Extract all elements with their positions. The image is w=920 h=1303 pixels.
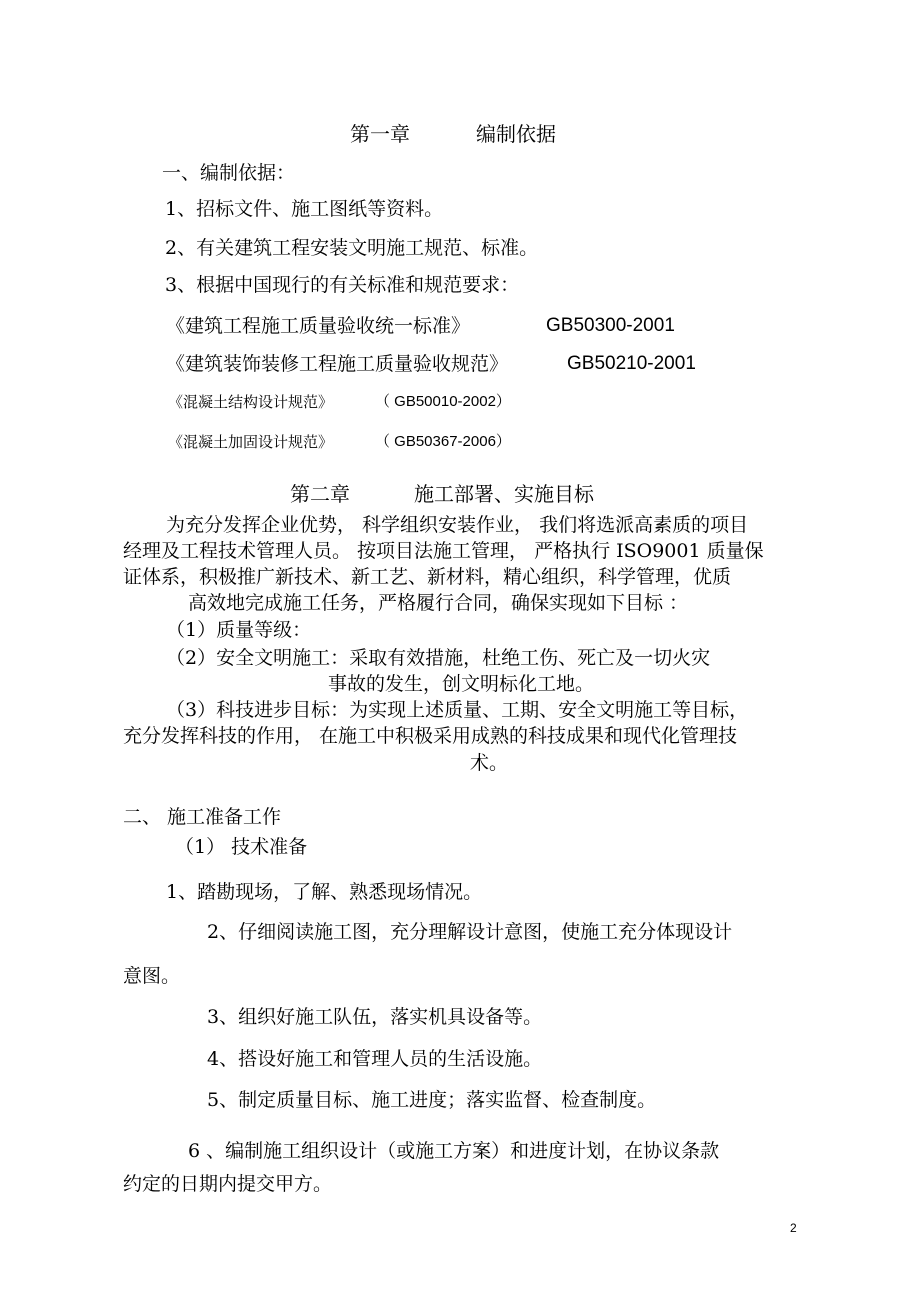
prep-item-6-cont: 约定的日期内提交甲方。 (123, 1173, 333, 1195)
standard-code-4: （ GB50367-2006） (375, 433, 511, 450)
prep-item-5: 5、制定质量目标、施工进度；落实监督、检查制度。 (207, 1089, 657, 1111)
prep-item-4: 4、搭设好施工和管理人员的生活设施。 (207, 1048, 543, 1070)
intro-line-3: 证体系，积极推广新技术、新工艺、新材料，精心组织，科学管理，优质 (123, 566, 732, 588)
chapter1-number: 第一章 (350, 122, 410, 146)
standard-name-2: 《建筑装饰装修工程施工质量验收规范》 (166, 353, 509, 375)
goal-2: （2）安全文明施工：采取有效措施，杜绝工伤、死亡及一切火灾 (166, 647, 711, 669)
goal-3-cont: 充分发挥科技的作用， 在施工中积极采用成熟的科技成果和现代化管理技 (123, 725, 738, 747)
section-heading-basis: 一、编制依据： (162, 162, 296, 184)
chapter2-title: 施工部署、实施目标 (414, 482, 594, 506)
prep-heading: 二、 施工准备工作 (123, 806, 282, 828)
goal-3-end: 术。 (470, 752, 509, 774)
prep-item-2-cont: 意图。 (123, 965, 181, 987)
prep-item-3: 3、组织好施工队伍，落实机具设备等。 (207, 1006, 543, 1028)
goal-3: （3）科技进步目标：为实现上述质量、工期、安全文明施工等目标， (166, 699, 749, 721)
goal-1: （1）质量等级： (166, 619, 312, 641)
intro-line-1: 为充分发挥企业优势， 科学组织安装作业， 我们将选派高素质的项目 (166, 514, 749, 536)
intro-line-2: 经理及工程技术管理人员。 按项目法施工管理， 严格执行 ISO9001 质量保 (123, 540, 764, 562)
prep-subheading: （1） 技术准备 (175, 836, 308, 858)
prep-item-6: 6 、编制施工组织设计（或施工方案）和进度计划，在协议条款 (188, 1140, 720, 1162)
prep-item-2: 2、仔细阅读施工图，充分理解设计意图，使施工充分体现设计 (207, 921, 733, 943)
basis-item-2: 2、有关建筑工程安装文明施工规范、标准。 (165, 237, 539, 259)
standard-code-2: GB50210-2001 (567, 353, 696, 374)
standard-code-3: （ GB50010-2002） (375, 393, 511, 410)
standard-name-1: 《建筑工程施工质量验收统一标准》 (166, 315, 471, 337)
standard-name-3: 《混凝土结构设计规范》 (168, 393, 334, 411)
basis-item-1: 1、招标文件、施工图纸等资料。 (165, 198, 444, 220)
chapter2-number: 第二章 (290, 482, 350, 506)
intro-line-4: 高效地完成施工任务，严格履行合同，确保实现如下目标 ： (188, 592, 689, 614)
goal-2-cont: 事故的发生，创文明标化工地。 (328, 673, 595, 695)
standard-name-4: 《混凝土加固设计规范》 (168, 433, 334, 451)
page-number: 2 (790, 1221, 797, 1235)
standard-code-1: GB50300-2001 (546, 315, 675, 336)
prep-item-1: 1、踏勘现场，了解、熟悉现场情况。 (166, 881, 483, 903)
basis-item-3: 3、根据中国现行的有关标准和规范要求： (165, 274, 520, 296)
chapter1-title: 编制依据 (476, 122, 556, 146)
